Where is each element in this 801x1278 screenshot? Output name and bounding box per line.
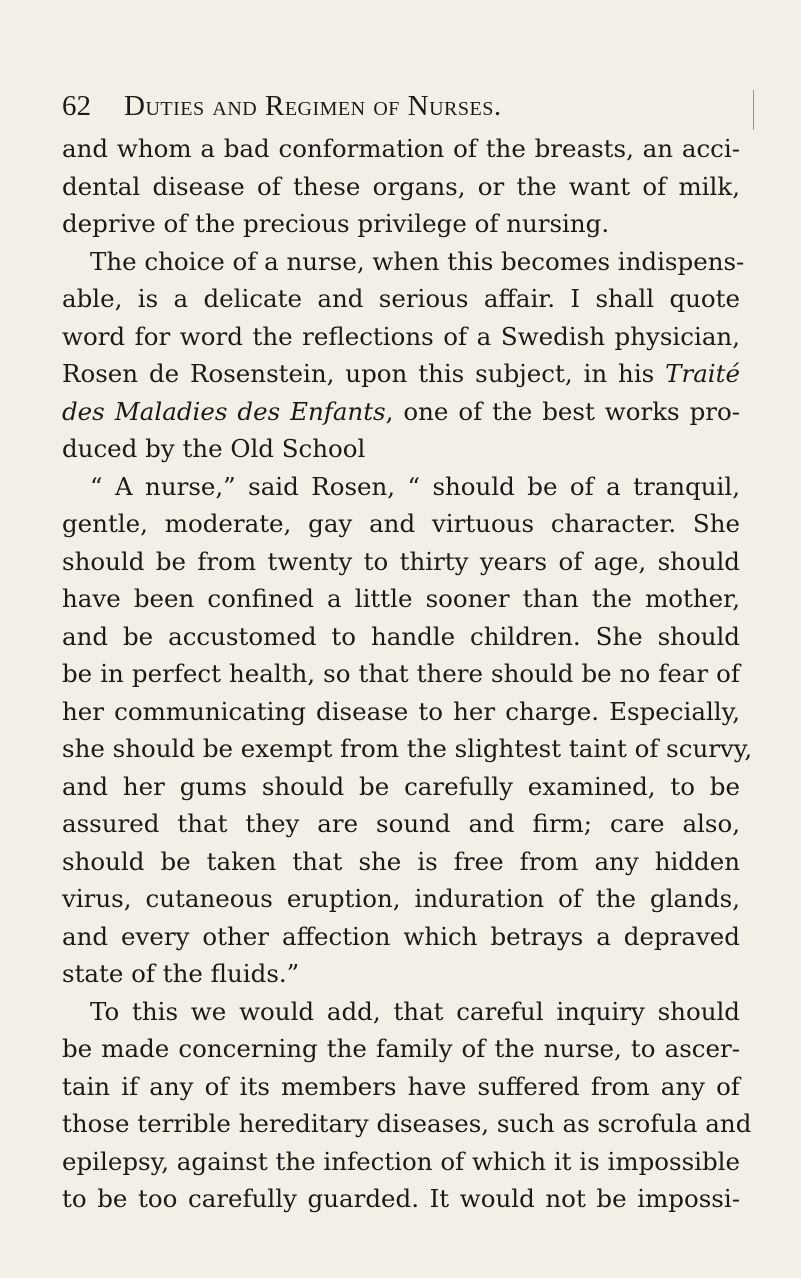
text-line: and be accustomed to handle children. She should xyxy=(62,621,740,651)
text-line: those terrible hereditary diseases, such as scrofula and xyxy=(62,1109,752,1138)
title-part: N xyxy=(407,90,430,122)
italic-title: des Maladies des Enfants xyxy=(62,396,386,426)
running-head xyxy=(62,86,622,126)
text-line: and her gums should be carefully examined, to be xyxy=(62,771,740,801)
body-text xyxy=(62,130,753,1218)
italic-title: Traité xyxy=(665,359,740,388)
text-line: state of the fluids.” xyxy=(62,959,300,988)
text-line: her communicating disease to her charge. Especially, xyxy=(62,696,740,726)
text-line: she should be exempt from the slightest taint of scurvy, xyxy=(62,734,753,763)
text-line: have been confined a little sooner than the mother, xyxy=(62,584,740,613)
text-line: and every other affection which betrays a depraved xyxy=(62,921,740,951)
page-number: 62 xyxy=(62,90,91,122)
text-line: be in perfect health, so that there should be no fear of xyxy=(62,659,740,688)
text-line: to be too carefully guarded. It would not be impossi- xyxy=(62,1184,740,1213)
text-line: able, is a delicate and serious affair. I shall quote xyxy=(62,284,740,313)
running-title xyxy=(124,90,502,122)
text-line: To this we would add, that careful inquiry should xyxy=(90,996,740,1026)
scan-artifact-line xyxy=(753,90,754,130)
title-part: of xyxy=(373,90,408,122)
text-line xyxy=(62,393,740,431)
text-run: , one of the best works pro- xyxy=(385,396,740,426)
text-line: should be from twenty to thirty years of age, should xyxy=(62,546,740,576)
title-part: and xyxy=(212,90,265,122)
text-run: Rosen de Rosenstein, upon this subject, in his xyxy=(62,359,655,388)
text-line: dental disease of these organs, or the want of milk, xyxy=(62,171,740,201)
text-line: gentle, moderate, gay and virtuous character. She xyxy=(62,509,740,538)
title-part: D xyxy=(124,90,146,122)
title-part: urses. xyxy=(429,90,502,122)
text-line: virus, cutaneous eruption, induration of the glands, xyxy=(62,884,740,913)
text-line: should be taken that she is free from any hidden xyxy=(62,846,740,876)
text-line: The choice of a nurse, when this becomes indispens- xyxy=(90,246,745,276)
title-part: R xyxy=(264,90,285,122)
text-line: epilepsy, against the infection of which it is impossible xyxy=(62,1146,740,1176)
text-line: and whom a bad conformation of the breasts, an acci- xyxy=(62,134,740,163)
title-part: egimen xyxy=(284,90,374,122)
text-line: assured that they are sound and firm; care also, xyxy=(62,809,740,838)
text-line xyxy=(62,355,740,393)
text-line: be made concerning the family of the nurse, to ascer- xyxy=(62,1034,740,1063)
text-line: duced by the Old School xyxy=(62,434,366,463)
text-line: deprive of the precious privilege of nursing. xyxy=(62,209,610,238)
text-line: “ A nurse,” said Rosen, “ should be of a tranquil, xyxy=(90,471,740,501)
text-line: word for word the reflections of a Swedish physician, xyxy=(62,321,740,351)
text-line: tain if any of its members have suffered from any of xyxy=(62,1071,740,1101)
title-part: uties xyxy=(145,90,213,122)
